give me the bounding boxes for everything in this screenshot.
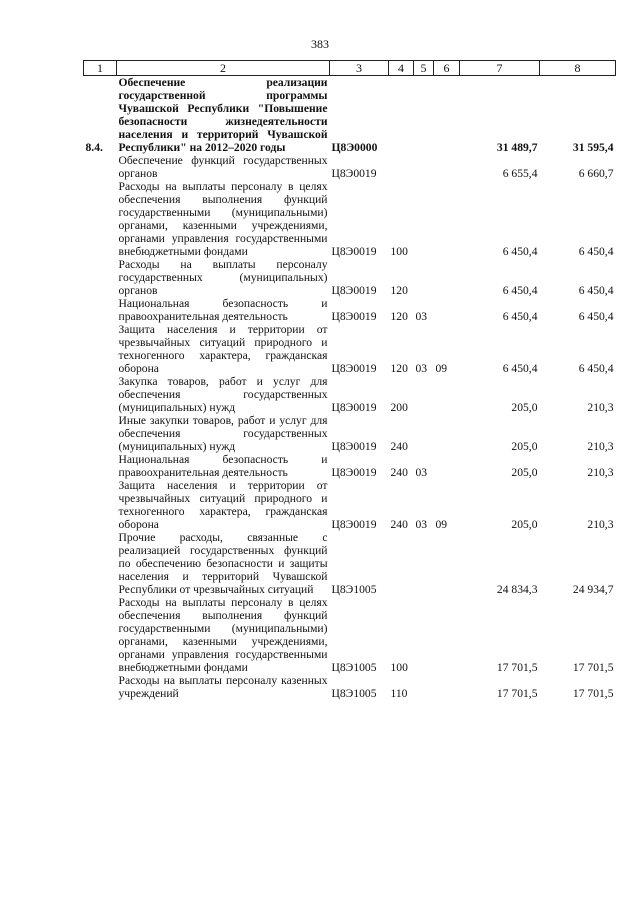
column-header: 2 (117, 61, 330, 76)
row-expense-type: 240 (390, 518, 408, 531)
column-header: 4 (389, 61, 414, 76)
row-value-2020: 6 450,4 (578, 310, 614, 323)
row-section: 03 (415, 466, 428, 479)
row-number (84, 596, 117, 674)
row-section (414, 375, 434, 414)
row-value-2019: 17 701,5 (496, 687, 538, 700)
column-header: 3 (330, 61, 389, 76)
row-expense-type (389, 154, 414, 180)
row-subsection (434, 375, 460, 414)
table-row (84, 531, 616, 596)
row-expense-type (389, 531, 414, 596)
row-number (84, 154, 117, 180)
row-number (84, 414, 117, 453)
row-description: Защита населения и территории от чрезвычайных ситуаций природного и техногенного характера, гражданская оборона (118, 323, 328, 375)
section-code: Ц8Э0000 (331, 141, 378, 154)
row-value-2019: 17 701,5 (496, 661, 538, 674)
row-value-2020: 210,3 (587, 440, 614, 453)
row-description: Защита населения и территории от чрезвычайных ситуаций природного и техногенного характера, гражданская оборона (118, 479, 328, 531)
row-subsection (434, 154, 460, 180)
row-description: Иные закупки товаров, работ и услуг для обеспечения государственных (муниципальных) нужд (118, 414, 328, 453)
row-code: Ц8Э0019 (331, 284, 377, 297)
section-value-2020: 31 595,4 (572, 141, 614, 154)
row-description: Закупка товаров, работ и услуг для обеспечения государственных (муниципальных) нужд (118, 375, 328, 414)
page-number: 383 (311, 37, 329, 51)
section-row (84, 76, 616, 155)
row-subsection: 09 (435, 362, 448, 375)
row-code: Ц8Э0019 (331, 167, 377, 180)
row-subsection: 09 (435, 518, 448, 531)
row-subsection (434, 674, 460, 700)
table-row (84, 414, 616, 453)
table-row (84, 674, 616, 700)
section-number: 8.4. (85, 141, 103, 154)
row-value-2020: 6 450,4 (578, 362, 614, 375)
row-number (84, 297, 117, 323)
row-value-2020: 210,3 (587, 518, 614, 531)
table-row (84, 453, 616, 479)
row-subsection (434, 531, 460, 596)
row-section: 03 (415, 362, 428, 375)
row-expense-type: 100 (390, 661, 408, 674)
row-value-2019: 6 450,4 (502, 284, 538, 297)
table-row (84, 154, 616, 180)
row-number (84, 531, 117, 596)
row-section (414, 154, 434, 180)
row-expense-type: 200 (390, 401, 408, 414)
row-code: Ц8Э0019 (331, 245, 377, 258)
row-description: Расходы на выплаты персоналу в целях обеспечения выполнения функций государственными (муниципальными) органами, казенными учреждениями, органами управления государственными внебюджетными фондами (118, 180, 328, 258)
section-title: Обеспечение реализации государственной программы Чувашской Республики "Повышение безопасности жизнедеятельности населения и территорий Чувашской Республики" на 2012–2020 годы (118, 76, 328, 154)
row-code: Ц8Э1005 (331, 661, 377, 674)
row-section (414, 531, 434, 596)
column-header: 7 (460, 61, 540, 76)
row-section: 03 (415, 518, 428, 531)
row-section (414, 180, 434, 258)
row-section: 03 (415, 310, 428, 323)
row-description: Национальная безопасность и правоохранительная деятельность (118, 453, 328, 479)
table-row (84, 479, 616, 531)
row-value-2020: 17 701,5 (572, 661, 614, 674)
row-code: Ц8Э1005 (331, 583, 377, 596)
row-expense-type: 120 (390, 284, 408, 297)
row-number (84, 674, 117, 700)
table-row (84, 258, 616, 297)
row-code: Ц8Э0019 (331, 440, 377, 453)
column-header: 1 (84, 61, 117, 76)
row-subsection (434, 453, 460, 479)
row-section (414, 258, 434, 297)
row-expense-type: 240 (390, 466, 408, 479)
section-value-2019: 31 489,7 (496, 141, 538, 154)
row-value-2019: 6 450,4 (502, 362, 538, 375)
row-code: Ц8Э0019 (331, 362, 377, 375)
row-value-2020: 17 701,5 (572, 687, 614, 700)
row-description: Расходы на выплаты персоналу государственных (муниципальных) органов (118, 258, 328, 297)
row-description: Прочие расходы, связанные с реализацией государственных функций по обеспечению безопасности и защиты населения и территорий Чувашской Республики от чрезвычайных ситуаций (118, 531, 328, 596)
row-value-2020: 6 660,7 (578, 167, 614, 180)
table-row (84, 596, 616, 674)
row-description: Национальная безопасность и правоохранительная деятельность (118, 297, 328, 323)
row-value-2020: 210,3 (587, 401, 614, 414)
row-subsection (434, 180, 460, 258)
row-subsection (434, 596, 460, 674)
row-description: Расходы на выплаты персоналу казенных учреждений (118, 674, 328, 700)
row-expense-type: 120 (390, 310, 408, 323)
row-code: Ц8Э0019 (331, 518, 377, 531)
table-row (84, 297, 616, 323)
row-value-2019: 6 450,4 (502, 245, 538, 258)
row-subsection (434, 414, 460, 453)
row-value-2019: 6 450,4 (502, 310, 538, 323)
row-expense-type: 240 (390, 440, 408, 453)
row-code: Ц8Э0019 (331, 466, 377, 479)
column-header: 8 (540, 61, 616, 76)
table-header-row (84, 61, 616, 76)
row-value-2019: 205,0 (511, 466, 538, 479)
row-subsection (434, 297, 460, 323)
column-header: 5 (414, 61, 434, 76)
row-number (84, 180, 117, 258)
row-section (414, 596, 434, 674)
table-row (84, 180, 616, 258)
column-header: 6 (434, 61, 460, 76)
row-number (84, 453, 117, 479)
row-description: Обеспечение функций государственных органов (118, 154, 328, 180)
row-section (414, 674, 434, 700)
row-number (84, 375, 117, 414)
table-row (84, 323, 616, 375)
table-row (84, 375, 616, 414)
budget-table (83, 60, 616, 700)
row-value-2020: 6 450,4 (578, 245, 614, 258)
row-value-2019: 205,0 (511, 401, 538, 414)
row-value-2020: 24 934,7 (572, 583, 614, 596)
row-code: Ц8Э0019 (331, 401, 377, 414)
row-code: Ц8Э0019 (331, 310, 377, 323)
row-expense-type: 110 (390, 687, 408, 700)
row-value-2019: 6 655,4 (502, 167, 538, 180)
row-section (414, 414, 434, 453)
row-expense-type: 100 (390, 245, 408, 258)
row-value-2019: 205,0 (511, 518, 538, 531)
row-subsection (434, 258, 460, 297)
row-value-2019: 205,0 (511, 440, 538, 453)
row-value-2019: 24 834,3 (496, 583, 538, 596)
row-number (84, 258, 117, 297)
row-value-2020: 210,3 (587, 466, 614, 479)
row-number (84, 323, 117, 375)
row-code: Ц8Э1005 (331, 687, 377, 700)
row-value-2020: 6 450,4 (578, 284, 614, 297)
row-description: Расходы на выплаты персоналу в целях обеспечения выполнения функций государственными (муниципальными) органами, казенными учреждениями, органами управления государственными внебюджетными фондами (118, 596, 328, 674)
row-number (84, 479, 117, 531)
row-expense-type: 120 (390, 362, 408, 375)
